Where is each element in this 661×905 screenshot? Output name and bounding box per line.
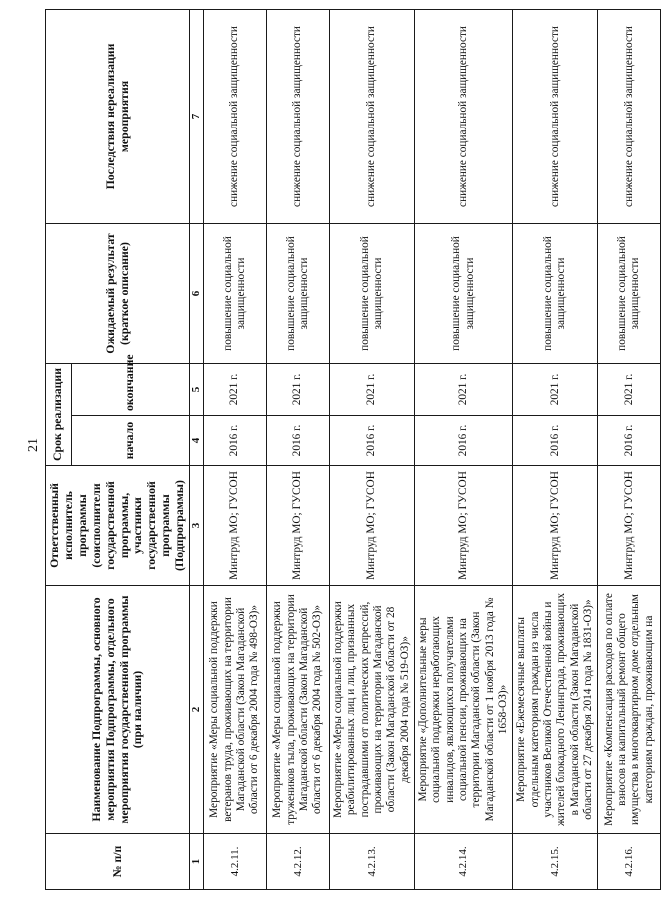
consequence: снижение социальной защищенности — [598, 9, 661, 223]
row-number: 4.2.15. — [513, 834, 598, 890]
column-number: 4 — [190, 416, 204, 466]
expected-result: повышение социальной защищенности — [415, 223, 513, 363]
header-number: № п/п — [46, 834, 190, 890]
header-name: Наименование Подпрограммы, основного мероприятия Подпрограммы, отдельного мероприятия государственной программы (при наличии) — [46, 586, 190, 834]
measure-name: Мероприятие «Меры социальной поддержки тружеников тыла, проживающих на территории Магаданской области (Закон Магаданской области от 6 декабря 2004 года № 502-ОЗ)» — [267, 586, 330, 834]
start-year: 2016 г. — [513, 416, 598, 466]
measures-table — [45, 9, 661, 890]
expected-result: повышение социальной защищенности — [513, 223, 598, 363]
column-number-row — [190, 9, 204, 889]
header-executor: Ответственный исполнитель программы (соисполнители государственной программы, участники государственной программы (Подпрограммы) — [46, 466, 190, 586]
table-row — [330, 9, 415, 889]
consequence: снижение социальной защищенности — [513, 9, 598, 223]
header-end: окончание — [71, 363, 189, 415]
column-number: 6 — [190, 223, 204, 363]
row-number: 4.2.14. — [415, 834, 513, 890]
column-number: 1 — [190, 834, 204, 890]
consequence: снижение социальной защищенности — [415, 9, 513, 223]
column-number: 3 — [190, 466, 204, 586]
measure-name: Мероприятие «Меры социальной поддержки ветеранов труда, проживающих на территории Магаданской области (Закон Магаданской области от 6 декабря 2004 года № 498-ОЗ)» — [204, 586, 267, 834]
executor: Минтруд МО; ГУСОН — [598, 466, 661, 586]
table-row — [415, 9, 513, 889]
consequence: снижение социальной защищенности — [267, 9, 330, 223]
header-result: Ожидаемый результат (краткое описание) — [46, 223, 190, 363]
header-consequence: Последствия нереализации мероприятия — [46, 9, 190, 223]
executor: Минтруд МО; ГУСОН — [513, 466, 598, 586]
start-year: 2016 г. — [204, 416, 267, 466]
end-year: 2021 г. — [598, 363, 661, 415]
table-row — [204, 9, 267, 889]
table-row — [513, 9, 598, 889]
table-row — [598, 9, 661, 889]
header-period: Срок реализации — [46, 363, 72, 465]
row-number: 4.2.12. — [267, 834, 330, 890]
row-number: 4.2.13. — [330, 834, 415, 890]
page-number: 21 — [26, 438, 41, 452]
end-year: 2021 г. — [513, 363, 598, 415]
executor: Минтруд МО; ГУСОН — [204, 466, 267, 586]
end-year: 2021 г. — [330, 363, 415, 415]
row-number: 4.2.16. — [598, 834, 661, 890]
expected-result: повышение социальной защищенности — [204, 223, 267, 363]
start-year: 2016 г. — [415, 416, 513, 466]
start-year: 2016 г. — [598, 416, 661, 466]
measure-name: Мероприятие «Дополнительные меры социальной поддержки неработающих инвалидов, являющихся получателями социальной пенсии, проживающих на территории Магаданской области (Закон Магаданской области от 1 ноября 2013 года № 1658-ОЗ)» — [415, 586, 513, 834]
measure-name: Мероприятие «Меры социальной поддержки реабилитированных лиц и лиц, признанных пострадавшими от политических репрессий, проживающих на территории Магаданской области (Закон Магаданской области от 28 декабря 2004 года № 519-ОЗ)» — [330, 586, 415, 834]
row-number: 4.2.11. — [204, 834, 267, 890]
expected-result: повышение социальной защищенности — [267, 223, 330, 363]
start-year: 2016 г. — [267, 416, 330, 466]
executor: Минтруд МО; ГУСОН — [330, 466, 415, 586]
measure-name: Мероприятие «Компенсация расходов по оплате взносов на капитальный ремонт общего имущества в многоквартирном доме отдельным категориям граждан, проживающим на — [598, 586, 661, 834]
expected-result: повышение социальной защищенности — [330, 223, 415, 363]
start-year: 2016 г. — [330, 416, 415, 466]
rotated-table-wrapper — [45, 10, 655, 890]
end-year: 2021 г. — [415, 363, 513, 415]
expected-result: повышение социальной защищенности — [598, 223, 661, 363]
end-year: 2021 г. — [204, 363, 267, 415]
column-number: 5 — [190, 363, 204, 415]
executor: Минтруд МО; ГУСОН — [267, 466, 330, 586]
table-row — [267, 9, 330, 889]
end-year: 2021 г. — [267, 363, 330, 415]
column-number: 7 — [190, 9, 204, 223]
executor: Минтруд МО; ГУСОН — [415, 466, 513, 586]
column-number: 2 — [190, 586, 204, 834]
header-start: начало — [71, 416, 189, 466]
consequence: снижение социальной защищенности — [204, 9, 267, 223]
measure-name: Мероприятие «Ежемесячные выплаты отдельным категориям граждан из числа участников Великой Отечественной войны и жителей блокадного Ленинграда, проживающих в Магаданской области (Закон Магаданской области от 27 декабря 2014 года № 1831-ОЗ)» — [513, 586, 598, 834]
consequence: снижение социальной защищенности — [330, 9, 415, 223]
